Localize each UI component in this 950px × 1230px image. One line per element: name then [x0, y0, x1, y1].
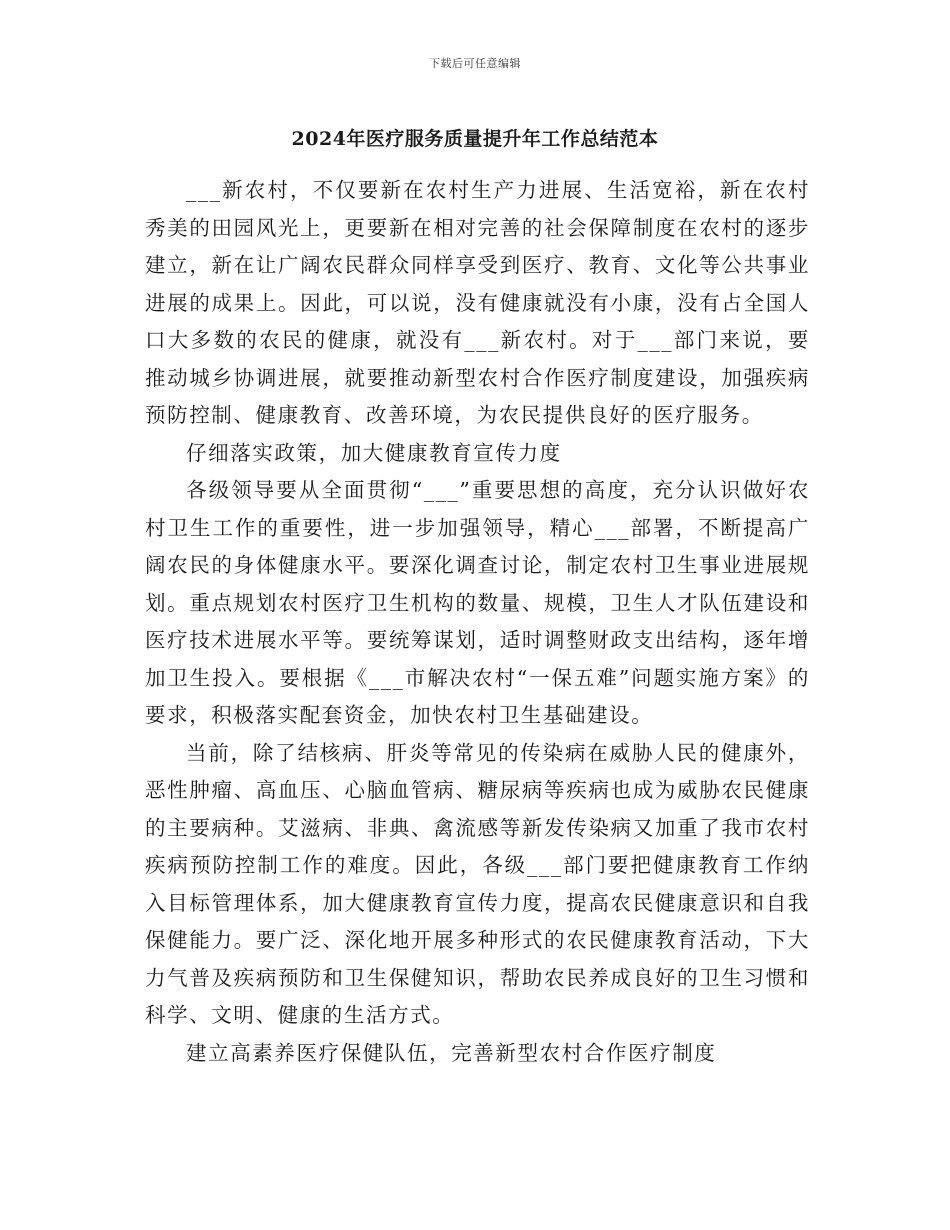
- paragraph-leadership: 各级领导要从全面贯彻“___”重要思想的高度，充分认识做好农村卫生工作的重要性，进一步加强领导，精心___部署，不断提高广阔农民的身体健康水平。要深化调查讨论，制定农村卫生事业进展规划。重点规划农村医疗卫生机构的数量、规模，卫生人才队伍建设和医疗技术进展水平等。要统筹谋划，适时调整财政支出结构，逐年增加卫生投入。要根据《___市解决农村“一保五难”问题实施方案》的要求，积极落实配套资金，加快农村卫生基础建设。: [145, 478, 810, 727]
- paragraph-disease-prevention: 当前，除了结核病、肝炎等常见的传染病在威胁人民的健康外，恶性肿瘤、高血压、心脑血管病、糖尿病等疾病也成为威胁农民健康的主要病种。艾滋病、非典、禽流感等新发传染病又加重了我市农村疾病预防控制工作的难度。因此，各级___部门要把健康教育工作纳入目标管理体系，加大健康教育宣传力度，提高农民健康意识和自我保健能力。要广泛、深化地开展多种形式的农民健康教育活动，下大力气普及疾病预防和卫生保健知识，帮助农民养成良好的卫生习惯和科学、文明、健康的生活方式。: [145, 740, 810, 1027]
- document-body: [145, 172, 810, 1072]
- paragraph-intro: ___新农村，不仅要新在农村生产力进展、生活宽裕，新在农村秀美的田园风光上，更要新在相对完善的社会保障制度在农村的逐步建立，新在让广阔农民群众同样享受到医疗、教育、文化等公共事业进展的成果上。因此，可以说，没有健康就没有小康，没有占全国人口大多数的农民的健康，就没有___新农村。对于___部门来说，要推动城乡协调进展，就要推动新型农村合作医疗制度建设，加强疾病预防控制、健康教育、改善环境，为农民提供良好的医疗服务。: [145, 178, 810, 427]
- section-heading-medical-team: 建立高素养医疗保健队伍，完善新型农村合作医疗制度: [186, 1040, 717, 1065]
- section-heading-policy: 仔细落实政策，加大健康教育宣传力度: [186, 440, 562, 465]
- document-title: 2024年医疗服务质量提升年工作总结范本: [291, 128, 659, 150]
- header-note: 下载后可任意编辑: [429, 57, 521, 70]
